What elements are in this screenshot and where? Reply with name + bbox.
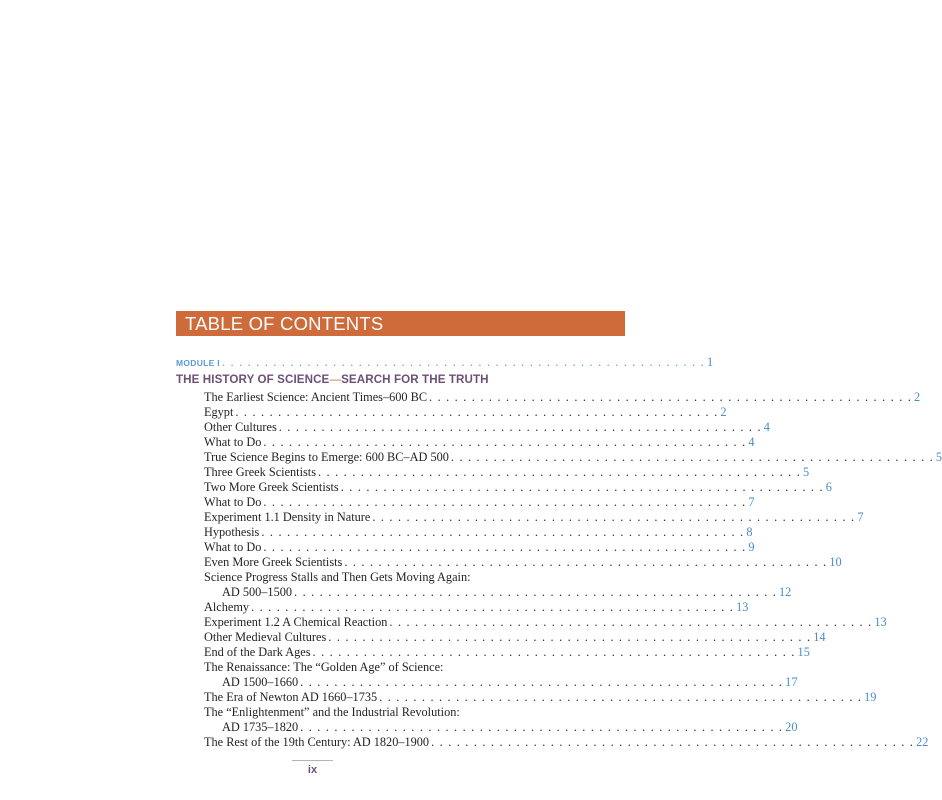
toc-entry[interactable]: [204, 690, 877, 705]
dot-leader: . . . . . . . . . . . . . . . . . . . . . . . . . . . . . . . . . . . . . . . . . . . . . . . . . . . . . . . . .: [300, 720, 784, 734]
entry-title: AD 500–1500: [222, 585, 293, 599]
toc-entry[interactable]: [222, 675, 798, 690]
entry-title: Egypt: [204, 405, 234, 419]
toc-entry[interactable]: [204, 465, 810, 480]
toc-entry[interactable]: [204, 480, 832, 495]
entry-title: Hypothesis: [204, 525, 260, 539]
entry-page-number: 5: [803, 465, 810, 479]
toc-entry[interactable]: [204, 420, 770, 435]
dot-leader: . . . . . . . . . . . . . . . . . . . . . . . . . . . . . . . . . . . . . . . . . . . . . . . . . . . . . . . . .: [372, 510, 856, 524]
module-title-rest: SEARCH FOR THE TRUTH: [341, 373, 489, 386]
entry-title: Alchemy: [204, 600, 250, 614]
entry-title: End of the Dark Ages: [204, 645, 311, 659]
entry-page-number: 10: [829, 555, 842, 569]
entry-page-number: 4: [763, 420, 770, 434]
entry-title: Experiment 1.2 A Chemical Reaction: [204, 615, 388, 629]
entry-title: AD 1500–1660: [222, 675, 299, 689]
toc-entry[interactable]: [222, 720, 798, 735]
dot-leader: . . . . . . . . . . . . . . . . . . . . . . . . . . . . . . . . . . . . . . . . . . . . . . . . . . . . . . . . .: [328, 630, 812, 644]
toc-entry[interactable]: [204, 495, 755, 510]
entry-page-number: 19: [864, 690, 877, 704]
entry-page-number: 13: [736, 600, 749, 614]
entry-page-number: 22: [916, 735, 929, 749]
entry-page-number: 14: [813, 630, 826, 644]
toc-entry[interactable]: [204, 615, 887, 630]
module-label: MODULE I: [176, 358, 220, 368]
toc-entry[interactable]: [204, 510, 864, 525]
entry-title: Other Cultures: [204, 420, 277, 434]
dot-leader: . . . . . . . . . . . . . . . . . . . . . . . . . . . . . . . . . . . . . . . . . . . . . . . . . . . . . . . . .: [429, 390, 913, 404]
module-title-separator: —: [329, 373, 342, 386]
entry-page-number: 13: [874, 615, 887, 629]
entry-page-number: 5: [935, 450, 942, 464]
dot-leader: . . . . . . . . . . . . . . . . . . . . . . . . . . . . . . . . . . . . . . . . . . . . . . . . . . . . . . . . .: [389, 615, 873, 629]
toc-entry[interactable]: [204, 540, 755, 555]
entry-page-number: 15: [797, 645, 810, 659]
dot-leader: . . . . . . . . . . . . . . . . . . . . . . . . . . . . . . . . . . . . . . . . . . . . . . . . . . . . . . . . .: [263, 495, 747, 509]
entry-title: What to Do: [204, 495, 262, 509]
toc-entry-heading[interactable]: The “Enlightenment” and the Industrial Revolution:: [204, 705, 460, 719]
toc-entry-heading[interactable]: The Renaissance: The “Golden Age” of Science:: [204, 660, 444, 674]
dot-leader: . . . . . . . . . . . . . . . . . . . . . . . . . . . . . . . . . . . . . . . . . . . . . . . . . . . . . . . . .: [294, 585, 778, 599]
toc-entry[interactable]: [204, 525, 753, 540]
entry-page-number: 8: [746, 525, 753, 539]
toc-entry[interactable]: [204, 735, 929, 750]
dot-leader: . . . . . . . . . . . . . . . . . . . . . . . . . . . . . . . . . . . . . . . . . . . . . . . . . . . . . . . . .: [318, 465, 801, 479]
toc-entry[interactable]: [204, 450, 942, 465]
entry-title: What to Do: [204, 435, 262, 449]
entry-title: True Science Begins to Emerge: 600 BC–AD 500: [204, 450, 449, 464]
entry-page-number: 7: [748, 495, 755, 509]
dot-leader: . . . . . . . . . . . . . . . . . . . . . . . . . . . . . . . . . . . . . . . . . . . . . . . . . . . . . . . . .: [379, 690, 863, 704]
module-title: [176, 373, 489, 386]
dot-leader: . . . . . . . . . . . . . . . . . . . . . . . . . . . . . . . . . . . . . . . . . . . . . . . . . . . . . . . . .: [261, 525, 745, 539]
entry-page-number: 2: [720, 405, 727, 419]
toc-entry[interactable]: [222, 585, 792, 600]
dot-leader: . . . . . . . . . . . . . . . . . . . . . . . . . . . . . . . . . . . . . . . . . . . . . . . . . . . . . . . . .: [450, 450, 934, 464]
toc-entry[interactable]: [204, 390, 921, 405]
entry-title: The Earliest Science: Ancient Times–600 BC: [204, 390, 428, 404]
toc-entry[interactable]: [204, 435, 755, 450]
toc-entry-heading[interactable]: Science Progress Stalls and Then Gets Moving Again:: [204, 570, 471, 584]
toc-entry[interactable]: [204, 555, 842, 570]
footer-divider: [292, 760, 333, 761]
toc-entry[interactable]: [204, 600, 749, 615]
page-title: TABLE OF CONTENTS: [185, 313, 384, 334]
dot-leader: . . . . . . . . . . . . . . . . . . . . . . . . . . . . . . . . . . . . . . . . . . . . . . . . . . . . . . . . .: [235, 405, 719, 419]
dot-leader: . . . . . . . . . . . . . . . . . . . . . . . . . . . . . . . . . . . . . . . . . . . . . . . . . . . . . . . . .: [251, 600, 735, 614]
toc-entry[interactable]: [204, 645, 810, 660]
dot-leader: . . . . . . . . . . . . . . . . . . . . . . . . . . . . . . . . . . . . . . . . . . . . . . . . . . . . . . . . .: [221, 355, 705, 369]
entry-title: Two More Greek Scientists: [204, 480, 339, 494]
toc-entry[interactable]: [204, 630, 826, 645]
entry-page-number: 7: [857, 510, 864, 524]
toc-entry[interactable]: [204, 405, 727, 420]
dot-leader: . . . . . . . . . . . . . . . . . . . . . . . . . . . . . . . . . . . . . . . . . . . . . . . . . . . . . . . . .: [344, 555, 828, 569]
entry-page-number: 2: [914, 390, 921, 404]
dot-leader: . . . . . . . . . . . . . . . . . . . . . . . . . . . . . . . . . . . . . . . . . . . . . . . . . . . . . . . . .: [340, 480, 824, 494]
entry-title: What to Do: [204, 540, 262, 554]
module-entry[interactable]: [176, 355, 714, 371]
entry-page-number: 6: [825, 480, 832, 494]
entry-page-number: 9: [748, 540, 755, 554]
module-title-main: THE HISTORY OF SCIENCE: [176, 373, 330, 386]
entry-page-number: 4: [748, 435, 755, 449]
dot-leader: . . . . . . . . . . . . . . . . . . . . . . . . . . . . . . . . . . . . . . . . . . . . . . . . . . . . . . . . .: [263, 435, 747, 449]
dot-leader: . . . . . . . . . . . . . . . . . . . . . . . . . . . . . . . . . . . . . . . . . . . . . . . . . . . . . . . . .: [300, 675, 784, 689]
entry-title: The Rest of the 19th Century: AD 1820–1900: [204, 735, 430, 749]
dot-leader: . . . . . . . . . . . . . . . . . . . . . . . . . . . . . . . . . . . . . . . . . . . . . . . . . . . . . . . . .: [263, 540, 747, 554]
folio-page-number: ix: [307, 764, 318, 776]
entry-title: Three Greek Scientists: [204, 465, 316, 479]
entry-page-number: 12: [779, 585, 792, 599]
entry-title: Even More Greek Scientists: [204, 555, 343, 569]
toc-banner: [176, 311, 625, 336]
dot-leader: . . . . . . . . . . . . . . . . . . . . . . . . . . . . . . . . . . . . . . . . . . . . . . . . . . . . . . . . .: [278, 420, 762, 434]
entry-title: Experiment 1.1 Density in Nature: [204, 510, 371, 524]
dot-leader: . . . . . . . . . . . . . . . . . . . . . . . . . . . . . . . . . . . . . . . . . . . . . . . . . . . . . . . . .: [312, 645, 796, 659]
module-page-number: 1: [706, 355, 714, 369]
dot-leader: . . . . . . . . . . . . . . . . . . . . . . . . . . . . . . . . . . . . . . . . . . . . . . . . . . . . . . . . .: [431, 735, 915, 749]
entry-title: Other Medieval Cultures: [204, 630, 327, 644]
entry-page-number: 17: [785, 675, 798, 689]
entry-title: The Era of Newton AD 1660–1735: [204, 690, 378, 704]
entry-page-number: 20: [785, 720, 798, 734]
entry-title: AD 1735–1820: [222, 720, 299, 734]
